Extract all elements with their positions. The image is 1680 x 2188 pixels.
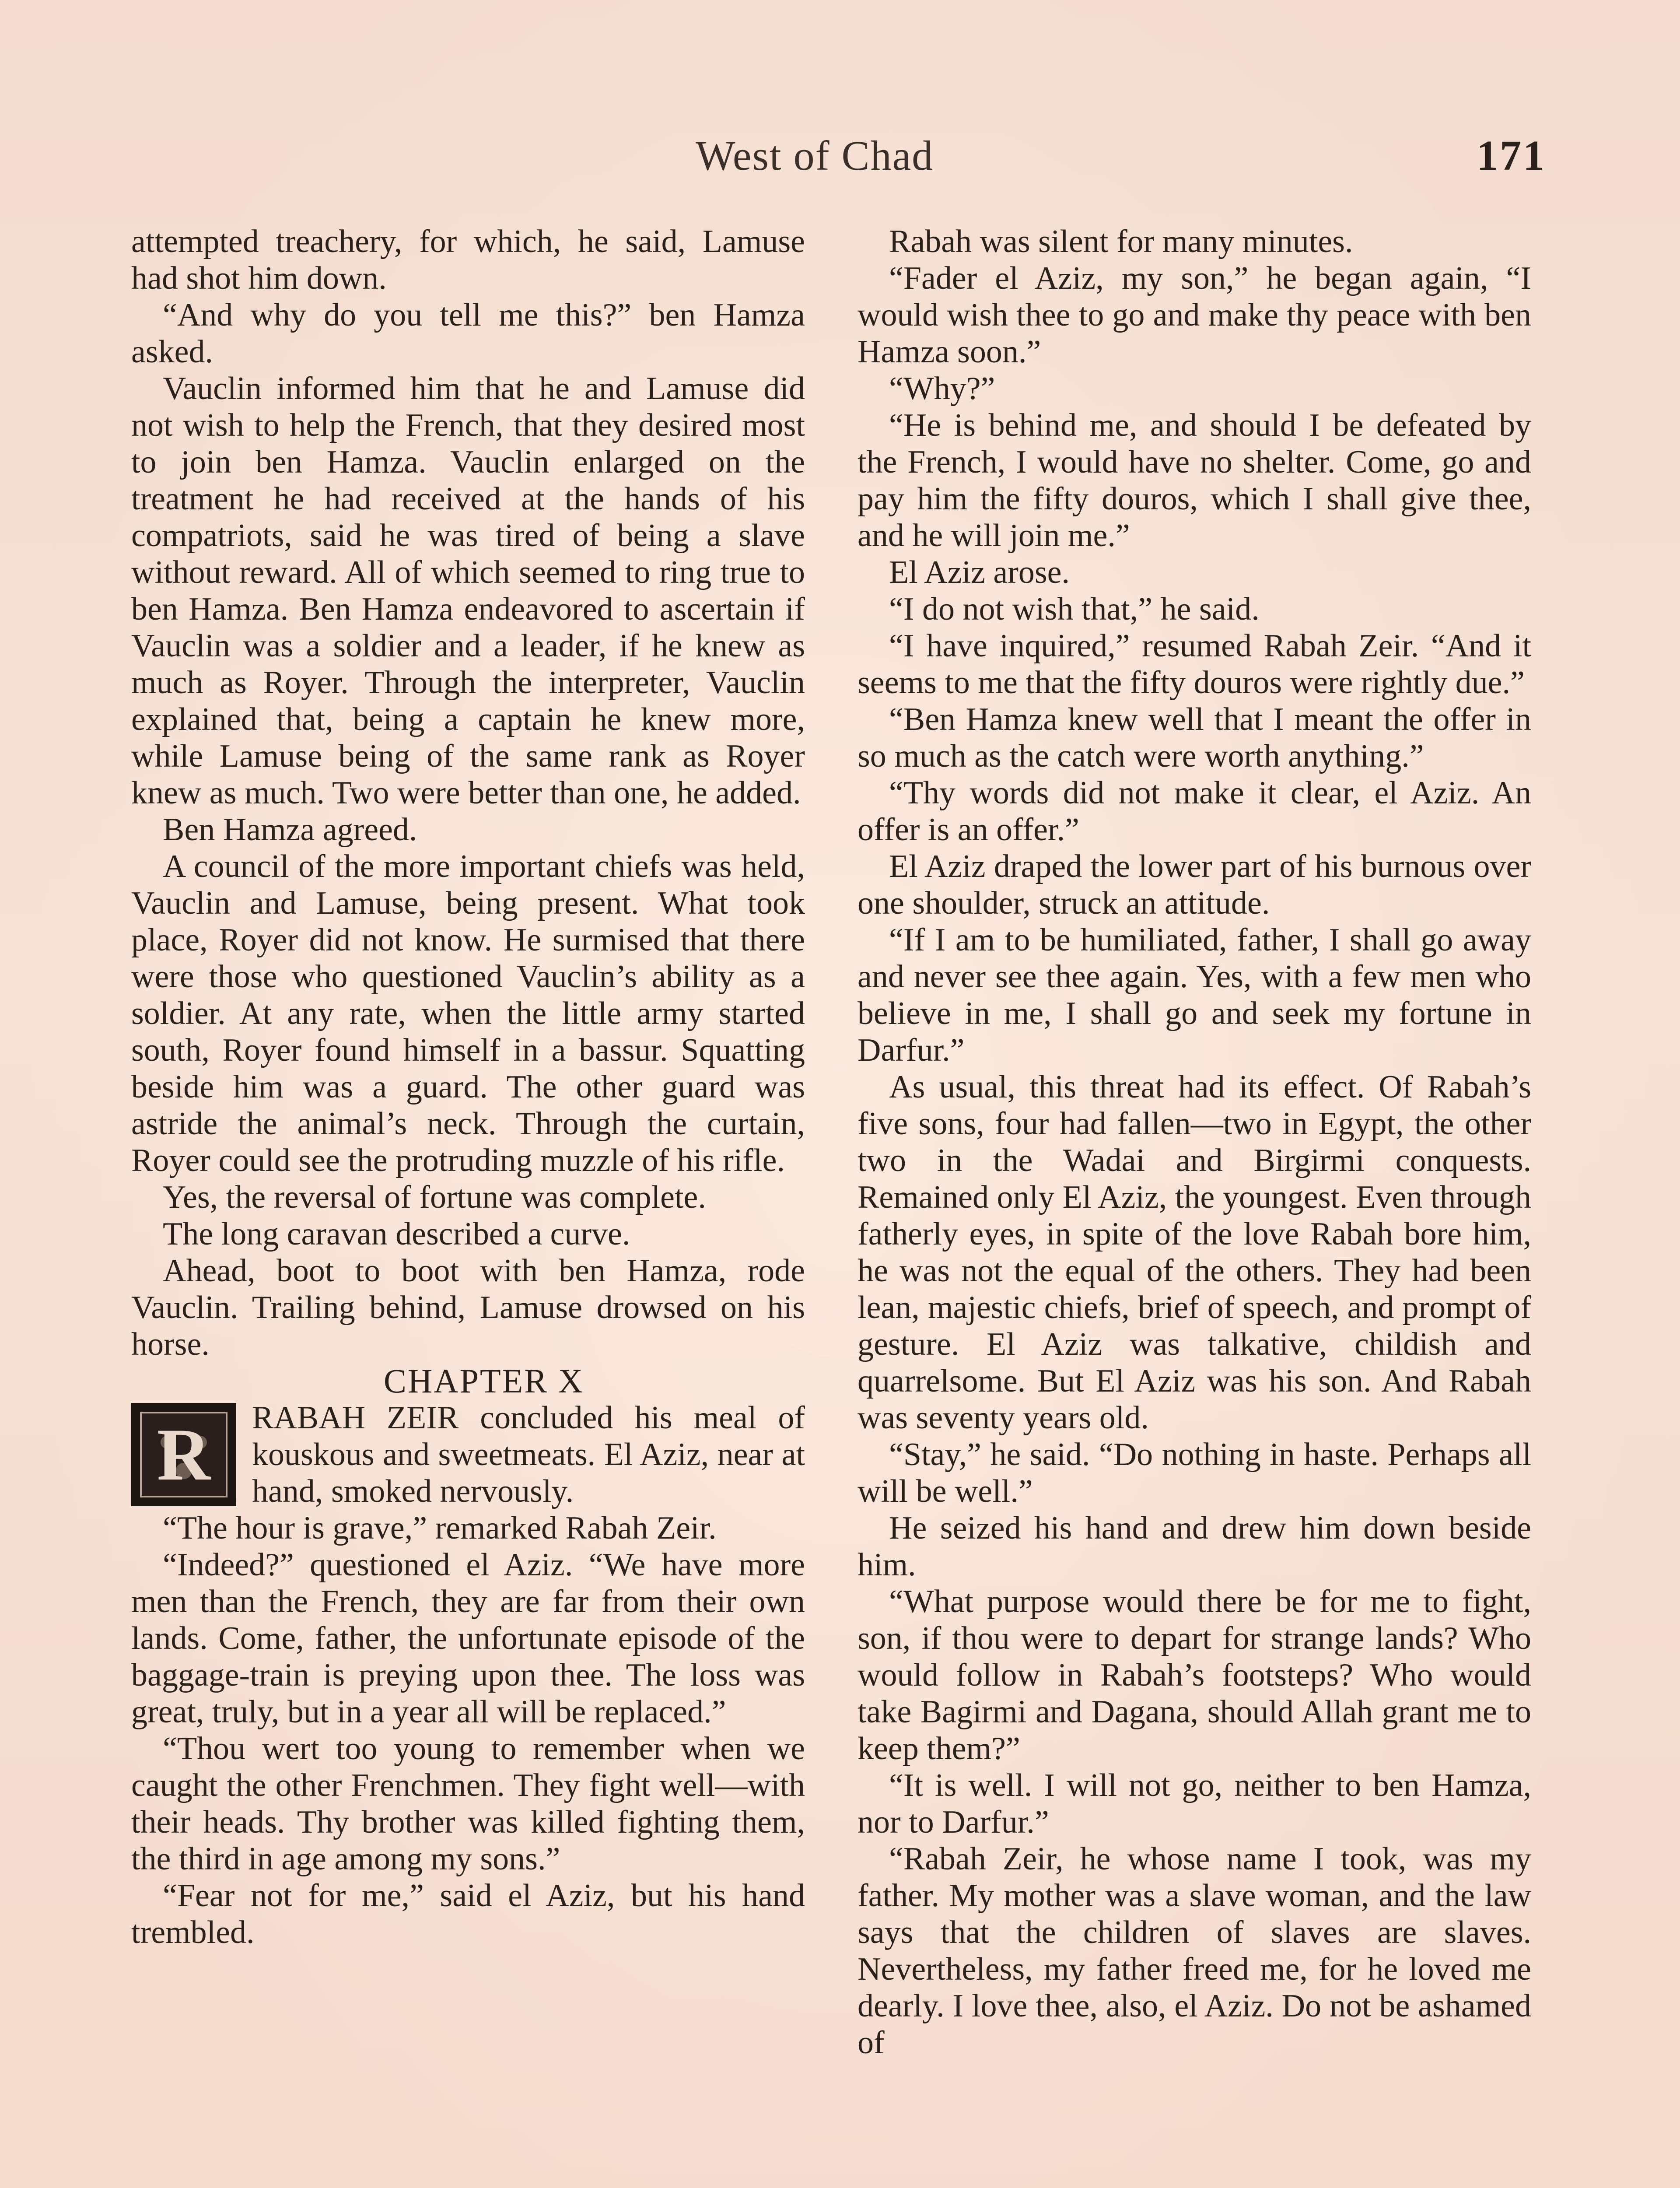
paragraph: A council of the more important chiefs was held, Vauclin and Lamuse, being present. What took place, Royer did not know. He surmised that there were those who questioned Vauclin’s ability as a soldier. At any rate, when the little army started south, Royer found himself in a bassur. Squatting beside him was a guard. The other guard was astride the animal’s neck. Through the curtain, Royer could see the protruding muzzle of his rifle. — [131, 849, 805, 1178]
chapter-heading: CHAPTER X — [383, 1362, 584, 1400]
paragraph: El Aziz draped the lower part of his burnous over one shoulder, struck an attitude. — [858, 849, 1531, 921]
dropcap-letter: R — [157, 1413, 211, 1496]
paragraph: “Stay,” he said. “Do nothing in haste. Perhaps all will be well.” — [858, 1437, 1531, 1509]
paragraph: “I do not wish that,” he said. — [889, 591, 1260, 627]
paragraph: “And why do you tell me this?” ben Hamza asked. — [131, 297, 805, 370]
left-column — [131, 223, 805, 1951]
paragraph: “He is behind me, and should I be defeated by the French, I would have no shelter. Come, go and pay him the fifty douros, which I shall give thee, and he will join me.” — [858, 407, 1531, 554]
paragraph: “Fader el Aziz, my son,” he began again, “I would wish thee to go and make thy peace with ben Hamza soon.” — [858, 260, 1531, 370]
chapter-opening-text: RABAH ZEIR concluded his meal of kouskous and sweetmeats. El Aziz, near at hand, smoked nervously. — [252, 1400, 805, 1509]
right-column — [858, 223, 1531, 2061]
paragraph: As usual, this threat had its effect. Of Rabah’s five sons, four had fallen—two in Egypt, the other two in the Wadai and Birgirmi conquests. Remained only El Aziz, the youngest. Even through fatherly eyes, in spite of the love Rabah bore him, he was not the equal of the others. They had been lean, majestic chiefs, brief of speech, and prompt of gesture. El Aziz was talkative, childish and quarrelsome. But El Aziz was his son. And Rabah was seventy years old. — [858, 1069, 1531, 1436]
page-number: 171 — [1477, 132, 1546, 179]
paragraph: Yes, the reversal of fortune was complete. — [163, 1179, 706, 1215]
paragraph: El Aziz arose. — [889, 554, 1070, 590]
paragraph: “Thou wert too young to remember when we caught the other Frenchmen. They fight well—with their heads. Thy brother was killed fighting them, the third in age among my sons.” — [131, 1731, 805, 1877]
paragraph: Ben Hamza agreed. — [163, 812, 417, 848]
paragraph: The long caravan described a curve. — [163, 1216, 630, 1252]
paragraph: “The hour is grave,” remarked Rabah Zeir. — [163, 1510, 717, 1546]
paragraph: “It is well. I will not go, neither to ben Hamza, nor to Darfur.” — [858, 1767, 1531, 1840]
paragraph: Ahead, boot to boot with ben Hamza, rode Vauclin. Trailing behind, Lamuse drowsed on his horse. — [131, 1253, 805, 1362]
paragraph: “Ben Hamza knew well that I meant the offer in so much as the catch were worth anything.” — [858, 701, 1531, 774]
paragraph: “Rabah Zeir, he whose name I took, was my father. My mother was a slave woman, and the law says that the children of slaves are slaves. Nevertheless, my father freed me, for he loved me dearly. I love thee, also, el Aziz. Do not be ashamed of — [858, 1841, 1531, 2061]
paragraph: “What purpose would there be for me to fight, son, if thou were to depart for strange lands? Who would follow in Rabah’s footsteps? Who would take Bagirmi and Dagana, should Allah grant me to keep them?” — [858, 1584, 1531, 1767]
paragraph: “Fear not for me,” said el Aziz, but his hand trembled. — [131, 1878, 805, 1950]
paragraph: “Indeed?” questioned el Aziz. “We have more men than the French, they are far from their own lands. Come, father, the unfortunate episode of the baggage-train is preying upon thee. The loss was great, truly, but in a year all will be replaced.” — [131, 1547, 805, 1730]
paragraph: attempted treachery, for which, he said, Lamuse had shot him down. — [131, 224, 805, 296]
running-title: West of Chad — [696, 132, 934, 179]
paragraph: He seized his hand and drew him down beside him. — [858, 1510, 1531, 1583]
chapter-opening-paragraph — [131, 1399, 805, 1510]
paragraph: Vauclin informed him that he and Lamuse did not wish to help the French, that they desired most to join ben Hamza. Vauclin enlarged on the treatment he had received at the hands of his compatriots, said he was tired of being a slave without reward. All of which seemed to ring true to ben Hamza. Ben Hamza endeavored to ascertain if Vauclin was a soldier and a leader, if he knew as much as Royer. Through the interpreter, Vauclin explained that, being a captain he knew more, while Lamuse being of the same rank as Royer knew as much. Two were better than one, he added. — [131, 371, 805, 811]
paragraph: “Thy words did not make it clear, el Aziz. An offer is an offer.” — [858, 775, 1531, 848]
paragraph: “I have inquired,” resumed Rabah Zeir. “And it seems to me that the fifty douros were rightly due.” — [858, 628, 1531, 701]
paragraph: “Why?” — [889, 371, 995, 407]
paragraph: Rabah was silent for many minutes. — [889, 224, 1353, 259]
running-head — [0, 131, 1680, 188]
ornamental-dropcap-icon — [131, 1403, 236, 1506]
paragraph: “If I am to be humiliated, father, I shall go away and never see thee again. Yes, with a few men who believe in me, I shall go and seek my fortune in Darfur.” — [858, 922, 1531, 1068]
